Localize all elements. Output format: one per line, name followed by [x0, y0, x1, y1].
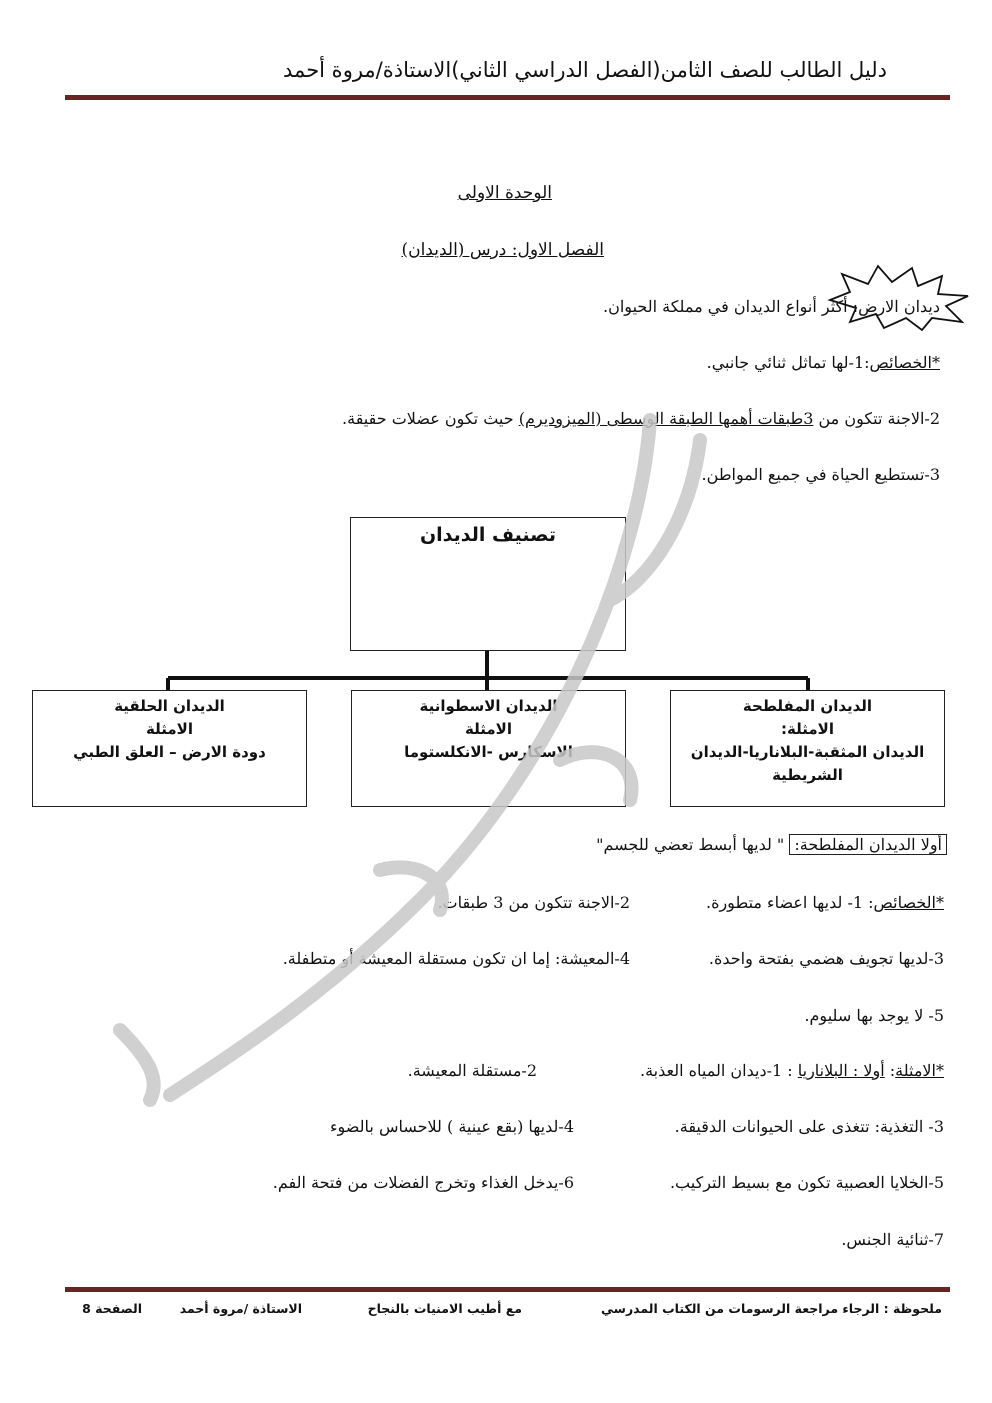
box-flatworms-examples-label: الامثلة: — [781, 720, 834, 738]
lesson-title: الفصل الاول: درس (الديدان) — [401, 240, 604, 260]
diagram-box-flatworms — [670, 690, 945, 807]
box-flatworms-title: الديدان المفلطحة — [742, 697, 873, 715]
box-annelids-examples: دودة الارض – العلق الطبي — [73, 743, 266, 761]
planaria-fact-1: : 1-ديدان المياه العذبة. — [640, 1061, 798, 1080]
diagram-connectors — [0, 0, 992, 700]
planaria-fact-2: 2-مستقلة المعيشة. — [407, 1061, 537, 1080]
flatworms-char-4: 4-المعيشة: إما ان تكون مستقلة المعيشة أو متطفلة. — [282, 949, 630, 968]
footer-page-number: الصفحة 8 — [82, 1301, 142, 1316]
flatworms-char-1 — [706, 893, 944, 912]
characteristics-label: *الخصائص — [869, 353, 940, 372]
box-annelids-title: الديدان الحلقية — [114, 697, 225, 715]
footer-teacher: الاستاذة /مروة أحمد — [179, 1301, 302, 1316]
flatworms-char-label: *الخصائص — [873, 893, 944, 912]
planaria-fact-5: 5-الخلايا العصبية تكون مع بسيط التركيب. — [669, 1173, 944, 1192]
intro-line-2-c: حيث تكون عضلات حقيقة. — [342, 409, 519, 428]
intro-line-2-a: 2-الاجنة تتكون من — [813, 409, 940, 428]
unit-title: الوحدة الاولى — [457, 183, 552, 203]
planaria-label: أولا : البلاناريا — [797, 1061, 885, 1080]
flatworms-examples-label: *الامثلة — [895, 1061, 944, 1080]
flatworms-heading: أولا الديدان المفلطحة: — [789, 834, 947, 855]
intro-line-3: 3-تستطيع الحياة في جميع المواطن. — [701, 465, 940, 484]
intro-line-1: ديدان الارض: أكثر أنواع الديدان في مملكة الحيوان. — [603, 297, 940, 316]
characteristics-text: :1-لها تماثل ثنائي جانبي. — [706, 353, 870, 372]
flatworms-char-3: 3-لديها تجويف هضمي بفتحة واحدة. — [708, 949, 944, 968]
footer-divider — [65, 1287, 950, 1292]
flatworms-char-1-text: : 1- لديها اعضاء متطورة. — [705, 893, 874, 912]
planaria-fact-4: 4-لديها (بقع عينية ) للاحساس بالضوء — [329, 1117, 574, 1136]
box-flatworms-examples: الديدان المثقبة-البلاناريا-الديدان الشريطية — [690, 743, 925, 784]
flatworms-heading-line — [596, 835, 947, 854]
flatworms-char-2: 2-الاجنة تتكون من 3 طبقات. — [437, 893, 630, 912]
planaria-fact-7: 7-ثنائية الجنس. — [841, 1230, 944, 1249]
box-roundworms-examples-label: الامثلة — [465, 720, 512, 738]
footer-note: ملحوظة : الرجاء مراجعة الرسومات من الكتاب المدرسي — [601, 1301, 942, 1316]
intro-line-2-b: 3طبقات أهمها الطبقة الوسطى (الميزوديرم) — [518, 409, 814, 428]
footer-wishes: مع أطيب الامنيات بالنجاح — [367, 1301, 522, 1316]
diagram-root-title: تصنيف الديدان — [419, 524, 557, 546]
box-roundworms-title: الديدان الاسطوانية — [419, 697, 558, 715]
planaria-fact-3: 3- التغذية: تتغذى على الحيوانات الدقيقة. — [674, 1117, 944, 1136]
box-roundworms-examples: الاسكارس -الانكلستوما — [404, 743, 573, 761]
planaria-fact-6: 6-يدخل الغذاء وتخرج الفضلات من فتحة الفم. — [272, 1173, 574, 1192]
header-title: دليل الطالب للصف الثامن(الفصل الدراسي الثاني)الاستاذة/مروة أحمد — [283, 58, 887, 82]
box-annelids-examples-label: الامثلة — [146, 720, 193, 738]
diagram-box-roundworms — [351, 690, 626, 807]
flatworms-heading-rest: " لديها أبسط تعضي للجسم" — [596, 835, 790, 854]
flatworms-examples-line: *الامثلة: أولا : البلاناريا : 1-ديدان المياه العذبة. — [640, 1061, 944, 1080]
diagram-box-annelids — [32, 690, 307, 807]
flatworms-char-5: 5- لا يوجد بها سليوم. — [804, 1006, 944, 1025]
